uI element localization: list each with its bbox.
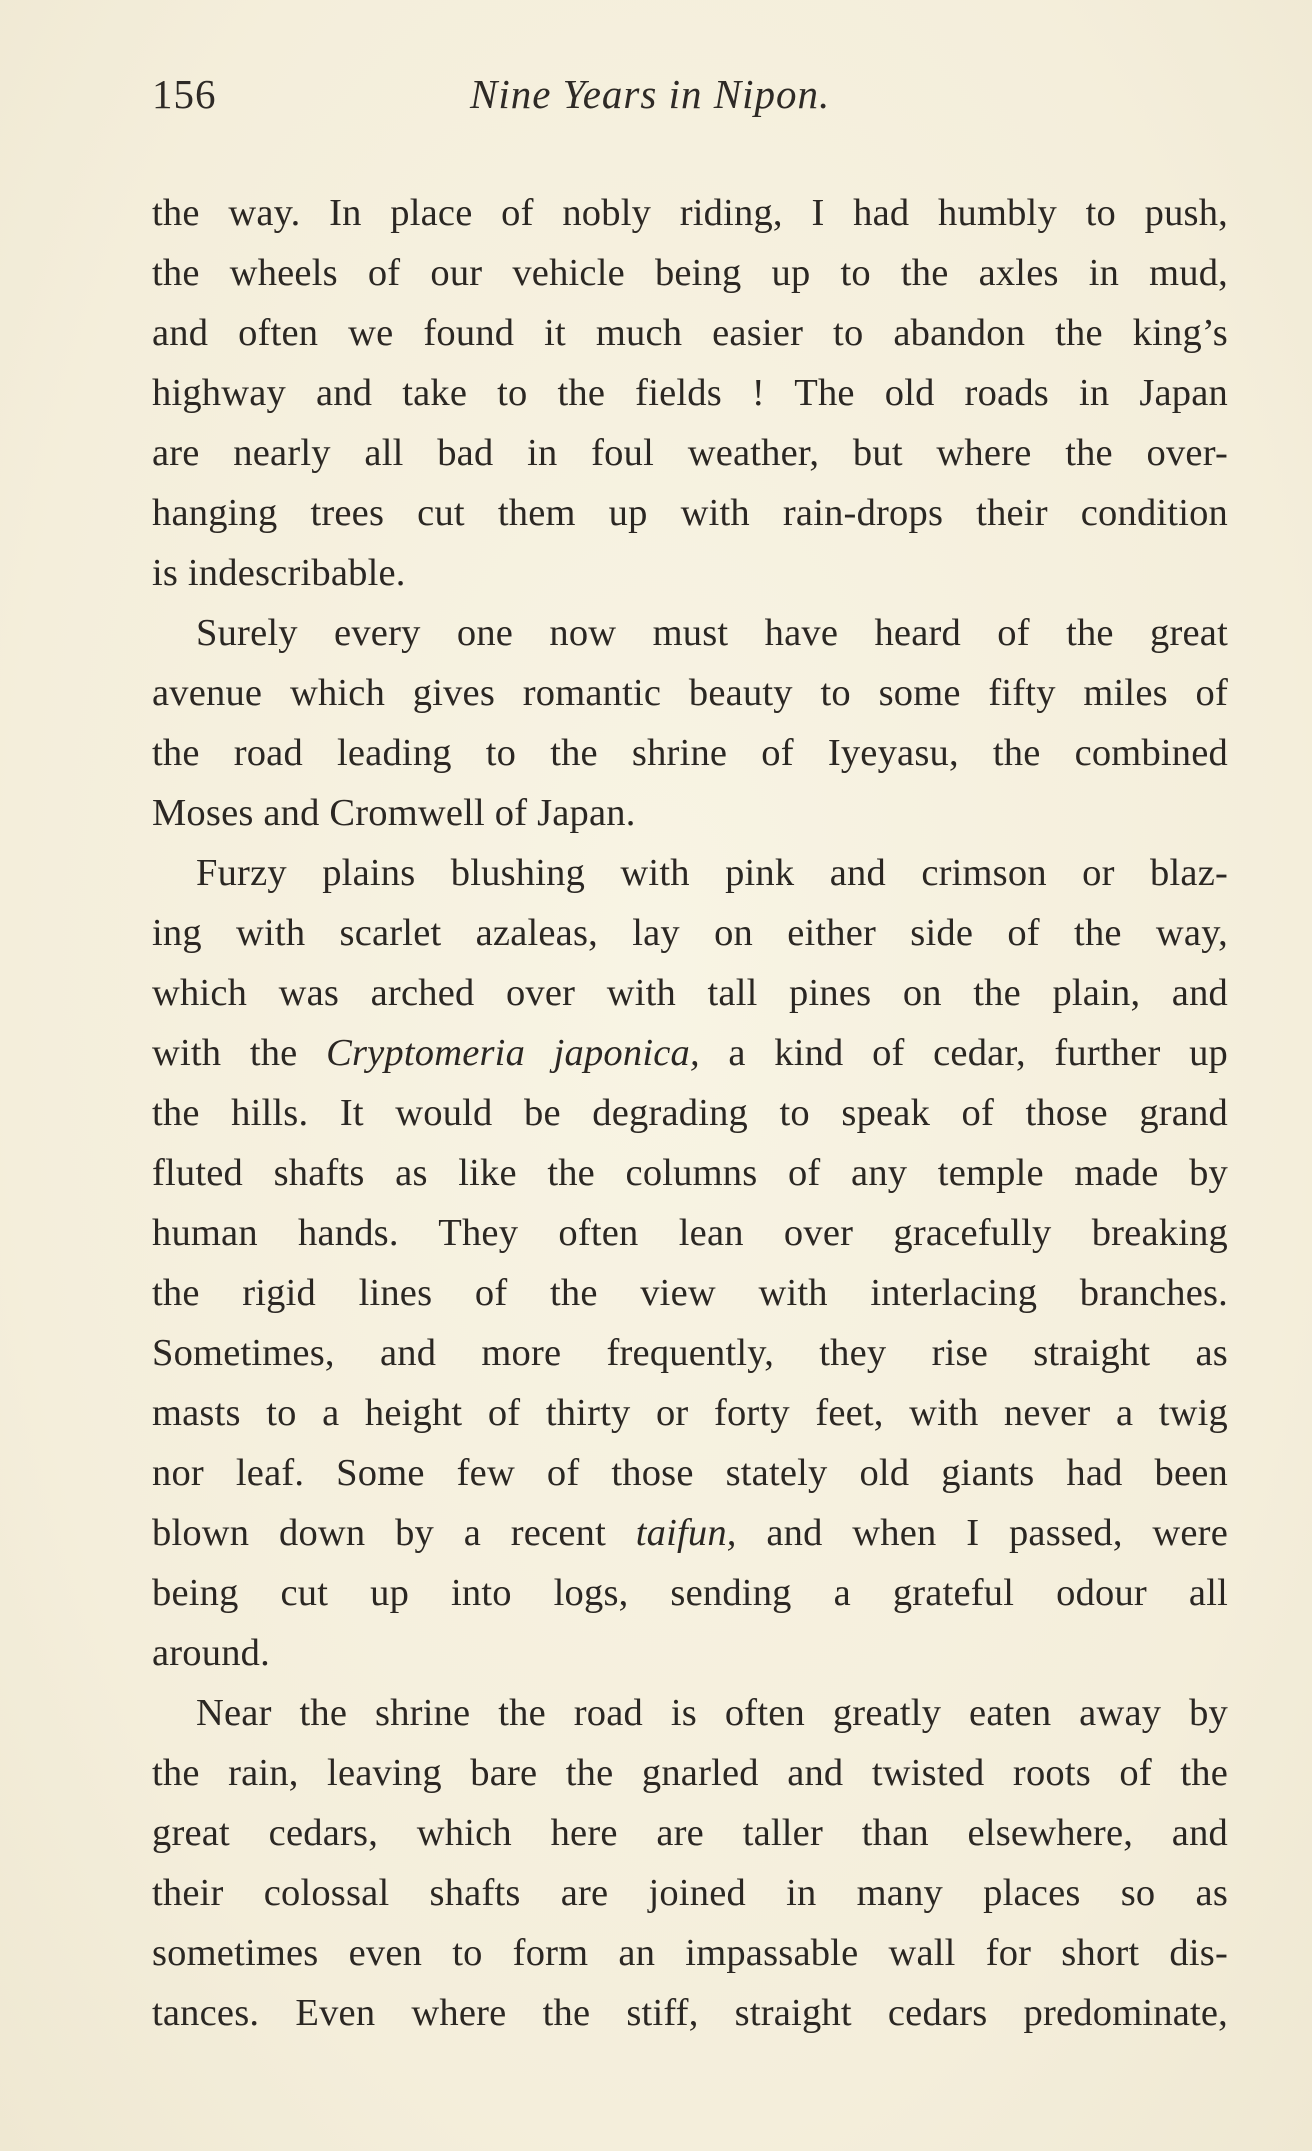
text-line: the wheels of our vehicle being up to the axles in mud, [152, 252, 1228, 294]
text-segment: and when I passed, were [736, 1512, 1228, 1554]
text-line: hanging trees cut them up with rain-drops their condition [152, 492, 1228, 534]
italic-term: Cryptomeria japonica, [326, 1032, 700, 1074]
text-line: being cut up into logs, sending a grateful odour all [152, 1572, 1228, 1614]
text-line: ing with scarlet azaleas, lay on either side of the way, [152, 912, 1228, 954]
text-line: are nearly all bad in foul weather, but where the over- [152, 432, 1228, 474]
page-header [152, 70, 1228, 130]
text-line: great cedars, which here are taller than elsewhere, and [152, 1812, 1228, 1854]
text-line: Furzy plains blushing with pink and crimson or blaz- [196, 852, 1228, 894]
page-number: 156 [152, 71, 217, 117]
text-line: the rigid lines of the view with interlacing branches. [152, 1272, 1228, 1314]
text-line: around. [152, 1632, 270, 1674]
italic-term: taifun, [635, 1512, 737, 1554]
text-line: Surely every one now must have heard of the great [196, 612, 1228, 654]
text-line: the road leading to the shrine of Iyeyasu, the combined [152, 732, 1228, 774]
text-line [152, 1023, 1228, 1083]
text-segment: with the [152, 1032, 327, 1074]
text-line: the rain, leaving bare the gnarled and twisted roots of the [152, 1752, 1228, 1794]
text-line: Sometimes, and more frequently, they rise straight as [152, 1332, 1228, 1374]
running-title: Nine Years in Nipon. [470, 71, 831, 117]
text-line: which was arched over with tall pines on the plain, and [152, 972, 1228, 1014]
text-line: masts to a height of thirty or forty feet, with never a twig [152, 1392, 1228, 1434]
text-line: and often we found it much easier to abandon the king’s [152, 312, 1228, 354]
text-segment: blown down by a recent [152, 1512, 636, 1554]
text-line: fluted shafts as like the columns of any temple made by [152, 1152, 1228, 1194]
text-line: their colossal shafts are joined in many places so as [152, 1872, 1228, 1914]
text-line: the way. In place of nobly riding, I had humbly to push, [152, 192, 1228, 234]
text-line: Moses and Cromwell of Japan. [152, 792, 636, 834]
text-line: human hands. They often lean over gracefully breaking [152, 1212, 1228, 1254]
text-line [152, 1503, 1228, 1563]
text-line: Near the shrine the road is often greatly eaten away by [196, 1692, 1228, 1734]
text-line: highway and take to the fields ! The old roads in Japan [152, 372, 1228, 414]
text-line: avenue which gives romantic beauty to some fifty miles of [152, 672, 1228, 714]
text-line: sometimes even to form an impassable wall for short dis- [152, 1932, 1228, 1974]
text-line: is indescribable. [152, 552, 406, 594]
text-line: nor leaf. Some few of those stately old giants had been [152, 1452, 1228, 1494]
body-text [152, 183, 1228, 2043]
text-segment: a kind of cedar, further up [699, 1032, 1228, 1074]
text-line: tances. Even where the stiff, straight cedars predominate, [152, 1992, 1228, 2034]
text-line: the hills. It would be degrading to speak of those grand [152, 1092, 1228, 1134]
